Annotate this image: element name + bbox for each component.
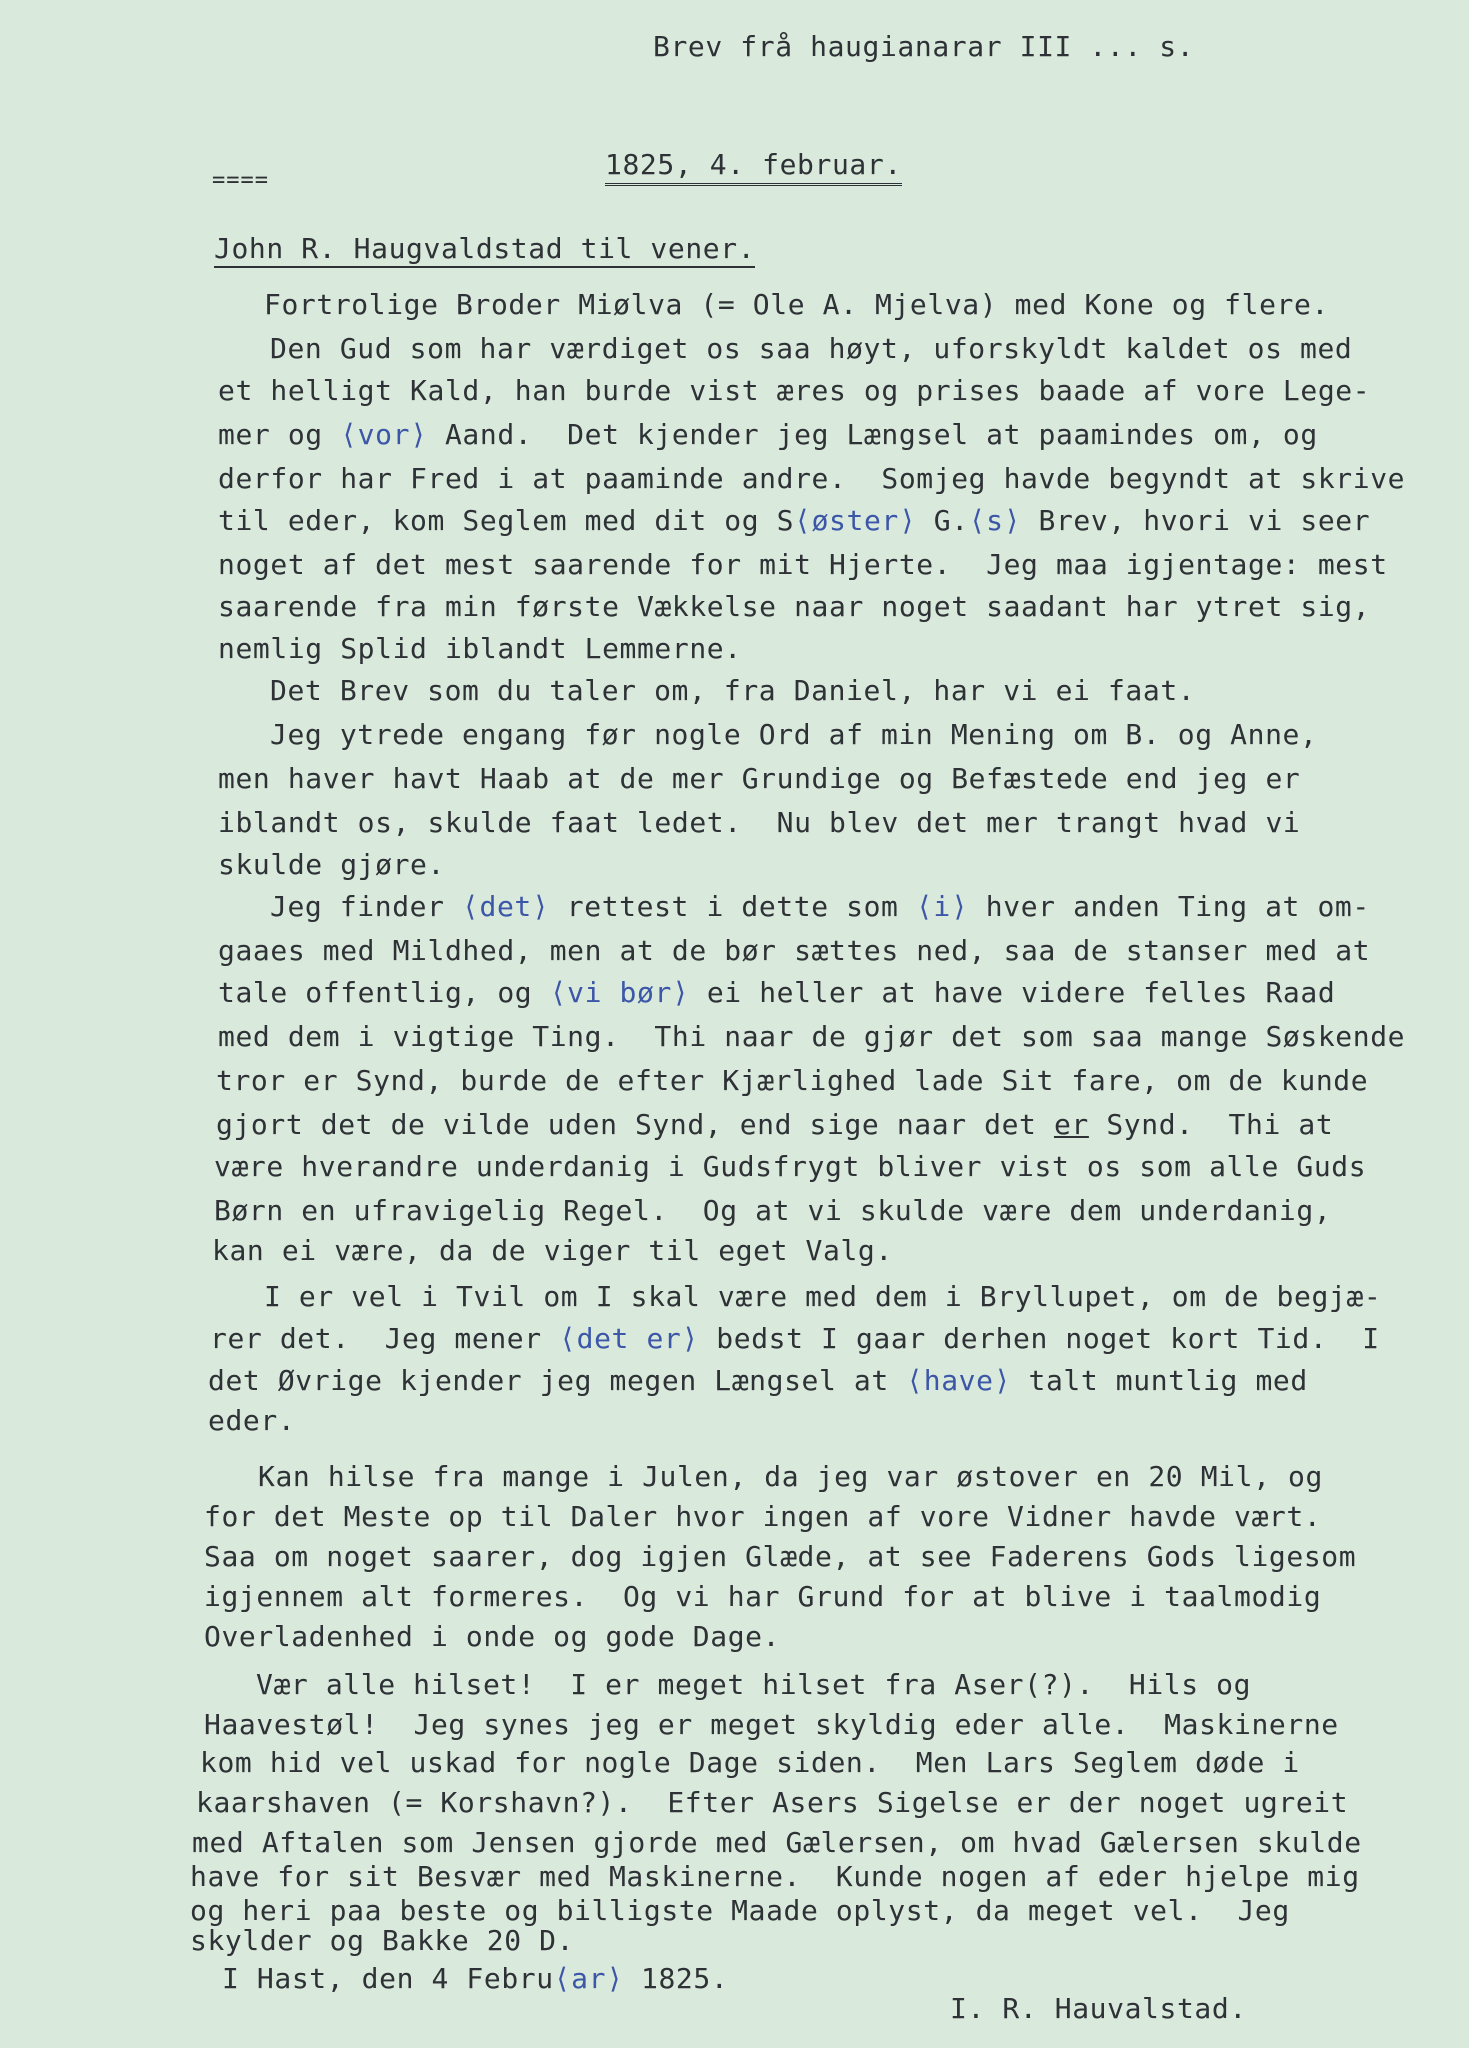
body-line: et helligt Kald, han burde vist æres og prises baade af vore Lege- [218,374,1371,407]
body-line: I er vel i Tvil om I skal være med dem i Bryllupet, om de begjæ- [264,1280,1382,1313]
body-line: til eder, kom Seglem med dit og S⟨øster⟩ G.⟨s⟩ Brev, hvori vi seer [218,504,1371,537]
body-line: Det Brev som du taler om, fra Daniel, har vi ei faat. [270,674,1196,707]
body-line: med dem i vigtige Ting. Thi naar de gjør det som saa mange Søskende [218,1020,1406,1053]
body-line: Saa om noget saarer, dog igjen Glæde, at see Faderens Gods ligesom [204,1540,1357,1573]
body-line: mer og ⟨vor⟩ Aand. Det kjender jeg Længsel at paamindes om, og [218,418,1318,451]
body-line: Den Gud som har værdiget os saa høyt, uforskyldt kaldet os med [270,332,1353,365]
body-line: gjort det de vilde uden Synd, end sige naar det er Synd. Thi at [216,1108,1334,1141]
body-line: saarende fra min første Vækkelse naar noget saadant har ytret sig, [218,590,1371,623]
page-header: Brev frå haugianarar III ... s. [653,30,1195,63]
body-line: og heri paa beste og billigste Maade oplyst, da meget vel. Jeg [190,1894,1290,1927]
body-line: I Hast, den 4 Febru⟨ar⟩ 1825. [222,1962,729,1995]
letter-date: 1825, 4. februar. [605,148,902,182]
body-line: Vær alle hilset! I er meget hilset fra Aser(?). Hils og [256,1668,1252,1701]
body-line: skulde gjøre. [218,848,445,881]
body-line: rer det. Jeg mener ⟨det er⟩ bedst I gaar derhen noget kort Tid. I [210,1322,1380,1355]
body-line: nemlig Splid iblandt Lemmerne. [218,632,742,665]
body-line: med Aftalen som Jensen gjorde med Gælersen, om hvad Gælersen skulde [192,1826,1362,1859]
body-line: Fortrolige Broder Miølva (= Ole A. Mjelva) med Kone og flere. [264,288,1329,321]
body-line: Haavestøl! Jeg synes jeg er meget skyldig eder alle. Maskinerne [204,1708,1339,1741]
body-line: igjennem alt formeres. Og vi har Grund for at blive i taalmodig [204,1580,1322,1613]
body-line: Børn en ufravigelig Regel. Og at vi skulde være dem underdanig, [214,1194,1332,1227]
body-line: eder. [208,1404,296,1437]
letter-address: John R. Haugvaldstad til vener. [214,232,755,266]
body-line: men haver havt Haab at de mer Grundige og Befæstede end jeg er [218,762,1301,795]
body-line: være hverandre underdanig i Gudsfrygt bliver vist os som alle Guds [214,1150,1367,1183]
body-line: det Øvrige kjender jeg megen Længsel at ⟨have⟩ talt muntlig med [208,1364,1308,1397]
body-line: kom hid vel uskad for nogle Dage siden. Men Lars Seglem døde i [200,1746,1300,1779]
body-line: kan ei være, da de viger til eget Valg. [212,1234,893,1267]
body-line: Kan hilse fra mange i Julen, da jeg var østover en 20 Mil, og [258,1460,1323,1493]
body-line: tror er Synd, burde de efter Kjærlighed lade Sit fare, om de kunde [216,1064,1369,1097]
body-line: for det Meste op til Daler hvor ingen af vore Vidner havde vært. [204,1500,1322,1533]
body-line: kaarshaven (= Korshavn?). Efter Asers Sigelse er der noget ugreit [196,1786,1349,1819]
body-line: Jeg finder ⟨det⟩ rettest i dette som ⟨i⟩ hver anden Ting at om- [270,890,1370,923]
body-line: derfor har Fred i at paaminde andre. Somjeg havde begyndt at skrive [218,462,1406,495]
signature: I. R. Hauvalstad. [950,1992,1247,2025]
separator: ==== [212,168,269,193]
body-line: iblandt os, skulde faat ledet. Nu blev det mer trangt hvad vi [218,806,1301,839]
body-line: gaaes med Mildhed, men at de bør sættes ned, saa de stanser med at [218,934,1371,967]
body-line: Overladenhed i onde og gode Dage. [204,1620,781,1653]
body-line: have for sit Besvær med Maskinerne. Kunde nogen af eder hjelpe mig [190,1860,1360,1893]
body-line: tale offentlig, og ⟨vi bør⟩ ei heller at have videre felles Raad [218,976,1336,1009]
body-line: Jeg ytrede engang før nogle Ord af min Mening om B. og Anne, [270,718,1318,751]
body-line: skylder og Bakke 20 D. [190,1924,575,1957]
body-line: noget af det mest saarende for mit Hjerte. Jeg maa igjentage: mest [218,548,1388,581]
